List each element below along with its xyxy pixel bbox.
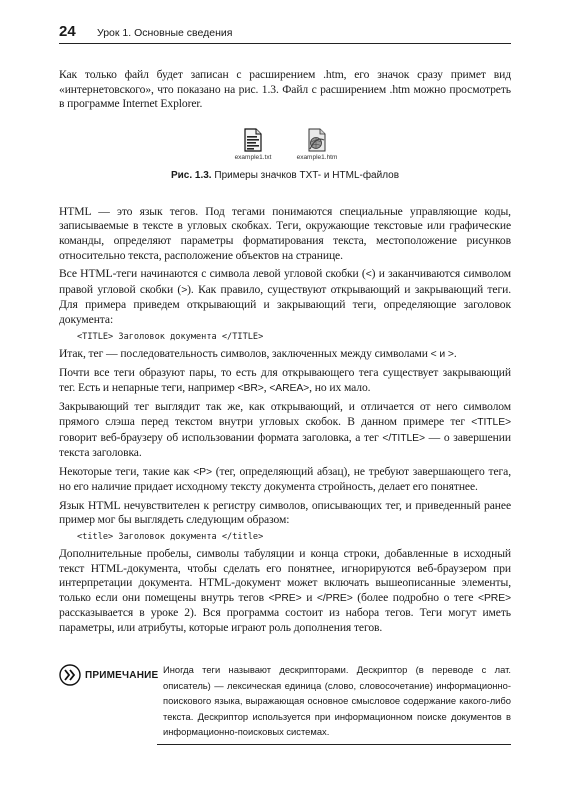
- paragraph-text: рассказывается в уроке 2). Вся программа состоит из набора тегов. Теги могут иметь параметры, или атрибуты, которые играют роль дополнения тегов.: [59, 606, 511, 635]
- figure-1-3: [59, 128, 511, 181]
- inline-code: <BR>: [237, 382, 264, 394]
- inline-code: <PRE>: [478, 592, 512, 604]
- paragraph-text: ). Как правило, существуют открывающий и закрывающий теги. Для примера приведем открывающий и закрывающий теги, определяющие заголовок документа:: [59, 282, 512, 326]
- file-name-txt: example1.txt: [234, 153, 272, 161]
- main-text: [59, 205, 511, 636]
- paragraph-text: Почти все теги образуют пары, то есть для открывающего тега существует закрывающий тег. Есть и непарные теги, например: [59, 366, 511, 394]
- paragraph-text: .: [453, 346, 457, 360]
- paragraph-paired-tags: [59, 366, 511, 396]
- paragraph-html-definition: HTML — это язык тегов. Под тегами понимаются специальные управляющие коды, записываемые в тексте в угловых скобках. Теги, окружающие текстовые или графические команды, определяют параметры форматирования текста, местоположение рисунков относительно текста, расположение объектов на странице.: [59, 204, 511, 262]
- paragraph-optional-closing: [59, 465, 511, 495]
- note-box: [59, 662, 511, 745]
- paragraph-text: ) и заканчиваются символом правой угловой скобки (: [59, 267, 512, 296]
- paragraph-text: — о завершении текста заголовка.: [59, 430, 511, 460]
- inline-code: <P>: [193, 466, 212, 478]
- inline-code: </TITLE>: [382, 432, 425, 444]
- book-page: [59, 18, 511, 778]
- inline-code: <TITLE>: [471, 416, 511, 428]
- inline-code: </PRE>: [316, 592, 353, 604]
- figure-caption-label: Рис. 1.3.: [170, 169, 212, 181]
- paragraph-text: (тег, определяющий абзац), не требуют завершающего тега, но его наличие придает исходному тексту документа стройность, делает его понятнее.: [59, 464, 511, 494]
- html-document-icon: [307, 128, 327, 152]
- note-text: Иногда теги называют дескрипторами. Дескриптор (в переводе с лат. описатель) — лексическая единица (слово, словосочетание) информационно-поискового языка, выражающая основное смысловое содержание какого-либо текста. Дескриптор используется при информационном поиске документов в информационно-поисковых системах.: [157, 662, 511, 745]
- inline-code: <: [365, 269, 372, 281]
- paragraph-text: Итак, тег — последовательность символов, заключенных между символами: [59, 346, 431, 360]
- paragraph-text: (более подробно о теге: [352, 590, 478, 604]
- paragraph-tag-brackets: [59, 267, 511, 327]
- chapter-title: Урок 1. Основные сведения: [97, 27, 233, 39]
- inline-code: <AREA>: [269, 382, 310, 394]
- note-label: ПРИМЕЧАНИЕ: [85, 669, 159, 681]
- paragraph-whitespace: [59, 547, 511, 636]
- file-icon-htm: [295, 128, 339, 161]
- paragraph-closing-tag: [59, 400, 511, 460]
- paragraph-text: Дополнительные пробелы, символы табуляции и конца строки, добавленные в исходный текст HTML-документа, чтобы сделать его понятнее, игнорируются веб-браузером при интерпретации документа. HTML-документ может включать вышеописанные элементы, только если они помещены внутрь тегов: [59, 547, 511, 604]
- inline-code: < и >: [430, 348, 454, 360]
- running-head: [59, 18, 511, 44]
- paragraph-case-insensitive: Язык HTML нечувствителен к регистру символов, описывающих тег, и приведенный ранее пример мог бы выглядеть следующим образом:: [59, 498, 511, 527]
- paragraph-text: Закрывающий тег выглядит так же, как открывающий, и отличается от него символом прямого слэша перед текстом внутри угловых скобок. В данном примере тег: [59, 400, 511, 428]
- paragraph-tag-definition: [59, 347, 511, 363]
- code-example-upper: <TITLE> Заголовок документа </TITLE>: [77, 331, 264, 342]
- figure-caption-text: Примеры значков TXT- и HTML-файлов: [214, 169, 400, 181]
- text-document-icon: [244, 128, 262, 152]
- paragraph-text: Некоторые теги, такие как: [59, 464, 194, 478]
- intro-paragraph: Как только файл будет записан с расширением .htm, его значок сразу примет вид «интернетовского», что показано на рис. 1.3. Файл с расширением .htm можно просмотреть в программе Internet Explorer.: [59, 68, 511, 111]
- paragraph-text: Все HTML-теги начинаются с символа левой угловой скобки (: [59, 267, 366, 281]
- paragraph-text: ,: [263, 380, 270, 394]
- chevron-right-icon: [59, 664, 81, 686]
- file-icon-txt: [231, 128, 275, 161]
- page-number: 24: [59, 23, 76, 40]
- code-example-lower: <title> Заголовок документа </title>: [77, 532, 264, 543]
- file-name-htm: example1.htm: [296, 153, 338, 161]
- inline-code: >: [181, 284, 188, 296]
- inline-code: <PRE>: [268, 592, 302, 604]
- note-heading: [59, 662, 157, 686]
- paragraph-text: говорит веб-браузеру об использовании формата заголовка, а тег: [59, 430, 383, 444]
- figure-icons: [231, 128, 339, 161]
- figure-caption: [171, 170, 399, 181]
- paragraph-text: и: [301, 590, 317, 604]
- paragraph-text: , но их мало.: [309, 380, 371, 394]
